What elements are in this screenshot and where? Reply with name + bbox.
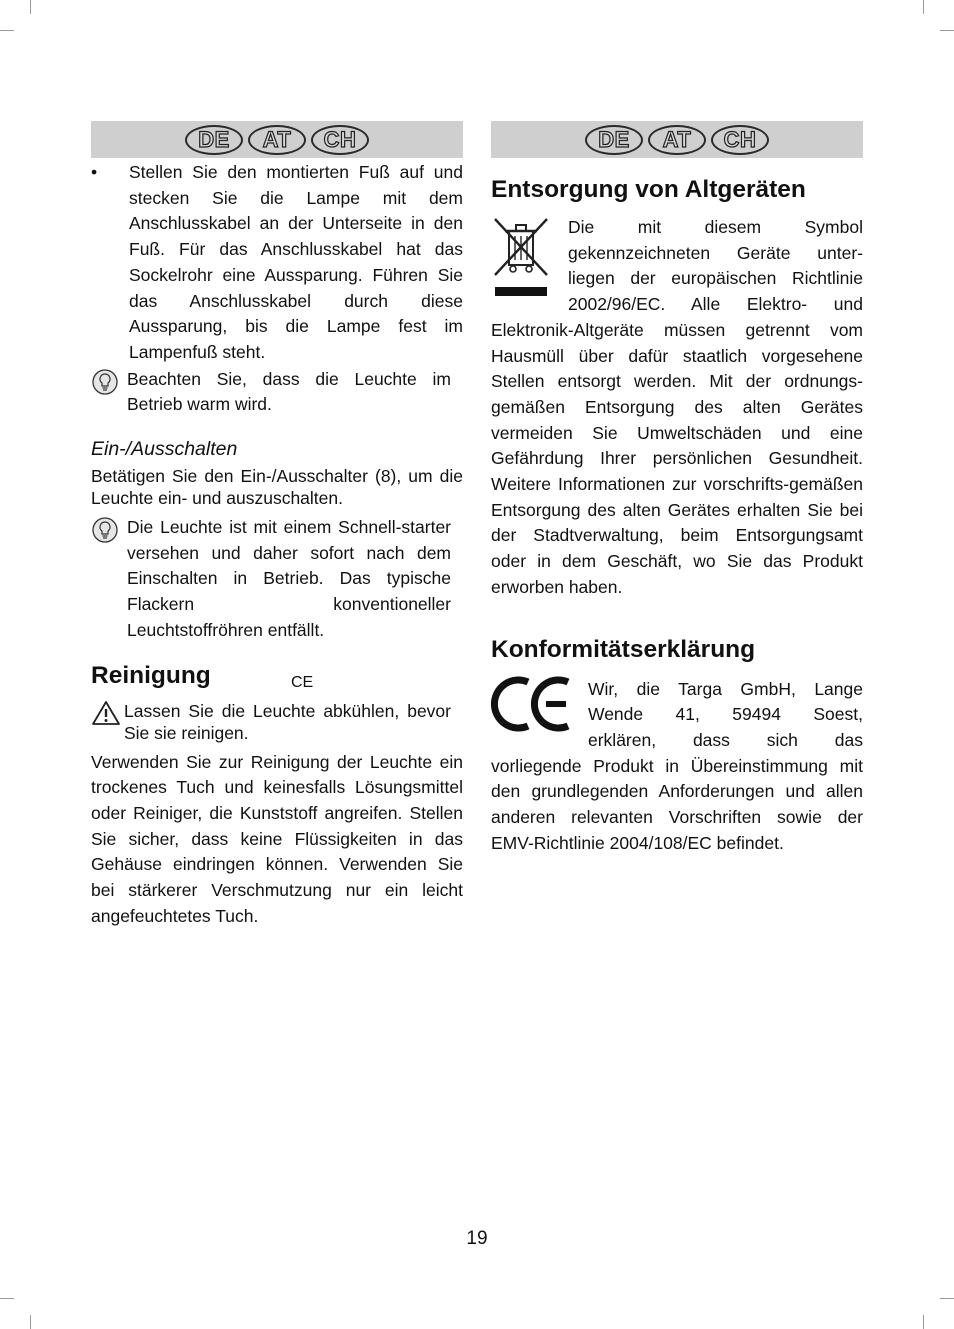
cleaning-warning: [91, 700, 463, 744]
note-text: Beachten Sie, dass die Leuchte im Betrieb warm wird.: [127, 368, 451, 415]
lang-badge-ch: CH: [711, 125, 769, 155]
conformity-text-line: erklären, dass sich das: [588, 729, 863, 750]
lang-badge-de: DE: [585, 125, 643, 155]
switch-text: Betätigen Sie den Ein-/Ausschalter (8), um die Leuchte ein- und auszuschalten.: [91, 466, 463, 509]
bullet-dot: •: [91, 162, 98, 182]
language-bar: [491, 121, 863, 158]
conformity-text: vorliegende Produkt in Übereinstimmung mit den grundlegenden Anforderungen und allen anderen relevanten Vorschriften sowie der EMV-Richtlinie 2004/108/EC befindet.: [491, 755, 863, 853]
lang-badge-at: AT: [648, 125, 706, 155]
crop-mark: [30, 1315, 31, 1329]
bullet-text: Stellen Sie den montierten Fuß auf und stecken Sie die Lampe mit dem Anschlusskabel an der Unterseite in den Fuß. Für das Anschlusskabel hat das Sockelrohr eine Aussparung. Führen Sie das Anschlusskabel durch diese Aussparung, bis die Lampe fest im Lampenfuß steht.: [129, 162, 463, 362]
ce-mark-label: CE: [291, 673, 314, 691]
disposal-text-line: liegen der europäischen Richtlinie: [568, 268, 863, 289]
lightbulb-hint-icon: [92, 517, 118, 543]
crop-mark: [923, 1315, 924, 1329]
cleaning-text: Verwenden Sie zur Reinigung der Leuchte ein trockenes Tuch und keinesfalls Lösungsmittel oder Reiniger, die Kunststoff angreifen. Stellen Sie sicher, dass keine Flüssigkeiten in das Gehäuse eindringen können. Verwenden Sie bei stärkerer Verschmutzung nur ein leicht angefeuchtetes Tuch.: [91, 751, 463, 926]
warning-text: Lassen Sie die Leuchte abkühlen, bevor Sie sie reinigen.: [124, 700, 451, 743]
conformity-text-line: Wir, die Targa GmbH, Lange: [588, 678, 863, 699]
conformity-text-line: Wende 41, 59494 Soest,: [588, 704, 863, 725]
ce-mark-icon: [491, 674, 575, 734]
disposal-text-line: 2002/96/EC. Alle Elektro- und: [568, 294, 863, 315]
ce-mark: [291, 673, 575, 734]
disposal-text-line: Die mit diesem Symbol: [568, 217, 863, 237]
crossed-bin-icon: [491, 215, 551, 301]
disposal-block: [491, 215, 863, 601]
crop-mark: [30, 0, 31, 14]
conformity-block: [291, 673, 863, 857]
disposal-text-line: gekennzeichneten Geräte unter-: [568, 242, 863, 263]
crop-mark: [0, 30, 14, 31]
lang-badge-at: AT: [248, 125, 306, 155]
language-bar: [91, 121, 463, 158]
lang-badge-ch: CH: [311, 125, 369, 155]
crop-mark: [923, 0, 924, 14]
bullet-item: [91, 160, 463, 366]
page-number: 19: [466, 1228, 488, 1249]
section-heading-conformity: Konformitätserklärung: [491, 635, 756, 663]
section-heading-disposal: Entsorgung von Altgeräten: [491, 176, 806, 203]
crop-mark: [940, 1298, 954, 1299]
section-heading-cleaning: Reinigung: [91, 661, 211, 689]
note-text: Die Leuchte ist mit einem Schnell-starter versehen und daher sofort nach dem Einschalten in Betrieb. Das typische Flackern konventioneller Leuchtstoffröhren entfällt.: [127, 517, 451, 640]
lightbulb-hint-icon: [92, 369, 118, 395]
warning-triangle-icon: [91, 700, 121, 726]
note-starter: [91, 515, 463, 644]
note-warm: [91, 367, 463, 418]
disposal-text: Elektronik-Altgeräte müssen getrennt vom Hausmüll über dafür staatlich vorgesehene Stellen entsorgt werden. Mit der ordnungs-gemäßen Entsorgung des alten Gerätes vermeiden Sie Umweltschäden und eine Gefährdung Ihrer persönlichen Gesundheit. Weitere Informationen zur vorschrifts-gemäßen Entsorgung des alten Gerätes erhalten Sie bei der Stadtverwaltung, beim Entsorgungsamt oder in dem Geschäft, wo Sie das Produkt erworben haben.: [491, 319, 863, 597]
section-heading-switch: Ein-/Ausschalten: [91, 438, 238, 461]
lang-badge-de: DE: [185, 125, 243, 155]
crop-mark: [0, 1298, 14, 1299]
crop-mark: [940, 30, 954, 31]
left-column: [91, 121, 463, 929]
